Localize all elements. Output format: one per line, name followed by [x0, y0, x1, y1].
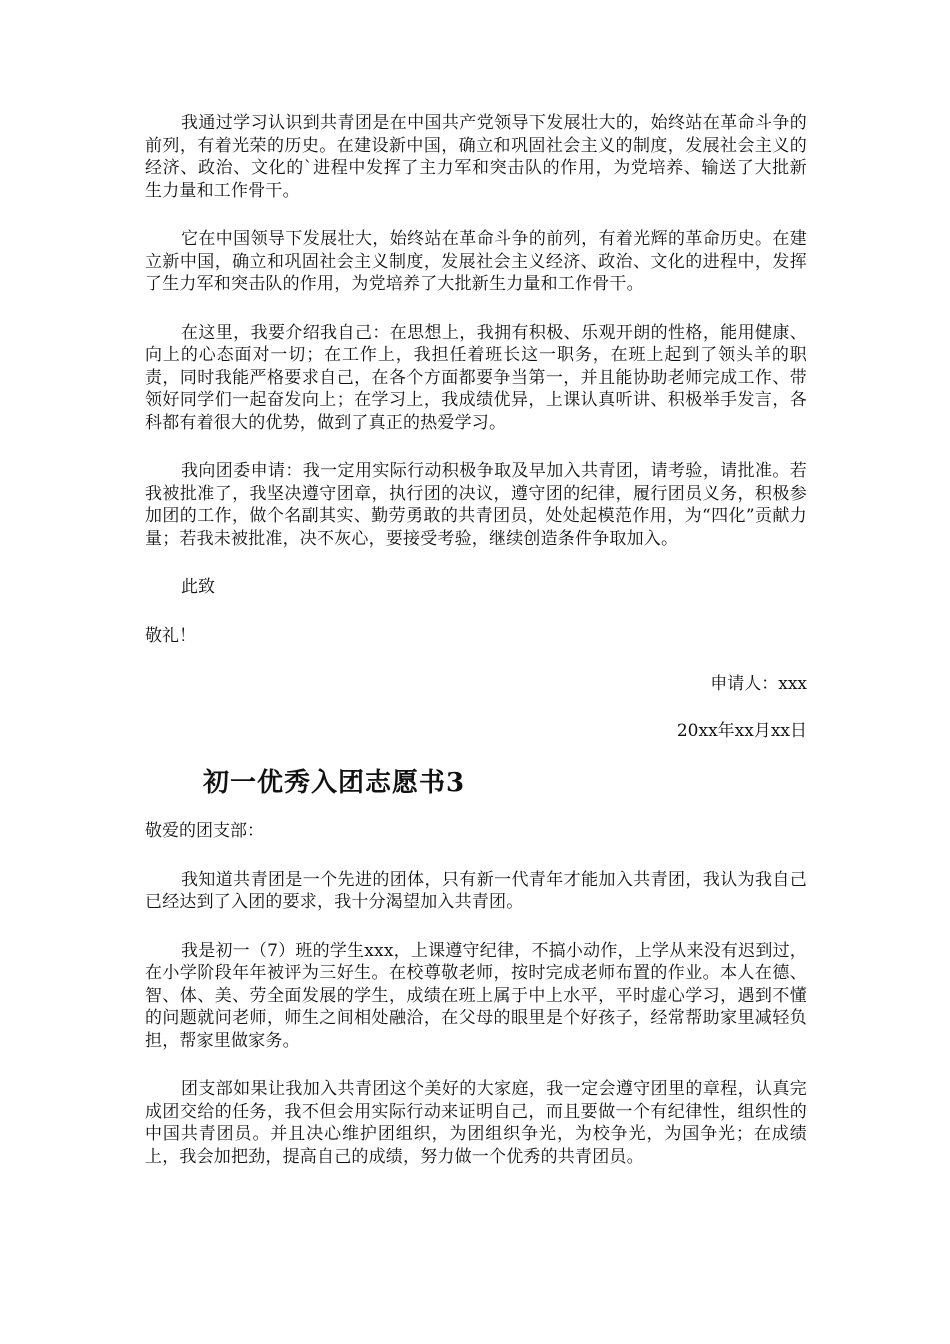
greeting-line: 敬爱的团支部：	[145, 821, 264, 841]
paragraph-student-profile: 我是初一（7）班的学生xxx，上课遵守纪律，不搞小动作，上学从来没有迟到过，在小学阶段年年被评为三好生。在校尊敬老师，按时完成老师布置的作业。本人在德、智、体、美、劳全面发展的学生，成绩在班上属于中上水平，平时虚心学习，遇到不懂的问题就问老师，师生之间相处融洽，在父母的眼里是个好孩子，经常帮助家里减轻负担，帮家里做家务。	[145, 940, 807, 1051]
closing-phrase: 此致	[181, 577, 215, 597]
paragraph-commitment: 团支部如果让我加入共青团这个美好的大家庭，我一定会遵守团里的章程，认真完成团交给的任务，我不但会用实际行动来证明自己，而且要做一个有纪律性，组织性的中国共青团员。并且决心维护团组织，为团组织争光，为校争光，为国争光；在成绩上，我会加把劲，提高自己的成绩，努力做一个优秀的共青团员。	[145, 1079, 807, 1167]
paragraph-application-request: 我向团委申请：我一定用实际行动积极争取及早加入共青团，请考验，请批准。若我被批准了，我坚决遵守团章，执行团的决议，遵守团的纪律，履行团员义务，积极参加团的工作，做个名副其实、勤劳勇敢的共青团员，处处起模范作用，为“四化”贡献力量；若我未被批准，决不灰心，要接受考验，继续创造条件争取加入。	[145, 461, 807, 549]
application-date: 20xx年xx月xx日	[676, 720, 807, 741]
paragraph-desire-to-join: 我知道共青团是一个先进的团体，只有新一代青年才能加入共青团，我认为我自己已经达到了入团的要求，我十分渴望加入共青团。	[145, 869, 807, 912]
paragraph-league-history: 它在中国领导下发展壮大，始终站在革命斗争的前列，有着光辉的革命历史。在建立新中国，确立和巩固社会主义制度，发展社会主义经济、政治、文化的进程中，发挥了生力军和突击队的作用，为党培养了大批新生力量和工作骨干。	[145, 229, 807, 294]
section-title: 初一优秀入团志愿书3	[203, 768, 466, 798]
document-page	[145, 112, 807, 1194]
paragraph-study-awareness: 我通过学习认识到共青团是在中国共产党领导下发展壮大的，始终站在革命斗争的前列，有着光荣的历史。在建设新中国，确立和巩固社会主义的制度，发展社会主义的经济、政治、文化的`进程中发挥了主力军和突击队的作用，为党培养、输送了大批新生力量和工作骨干。	[145, 113, 807, 201]
paragraph-self-introduction: 在这里，我要介绍我自己：在思想上，我拥有积极、乐观开朗的性格，能用健康、向上的心态面对一切；在工作上，我担任着班长这一职务，在班上起到了领头羊的职责，同时我能严格要求自己，在各个方面都要争当第一，并且能协助老师完成工作、带领好同学们一起奋发向上；在学习上，我成绩优异，上课认真听讲、积极举手发言，各科都有着很大的优势，做到了真正的热爱学习。	[145, 322, 807, 433]
salute-phrase: 敬礼！	[145, 625, 196, 646]
applicant-signature: 申请人：xxx	[710, 674, 807, 694]
